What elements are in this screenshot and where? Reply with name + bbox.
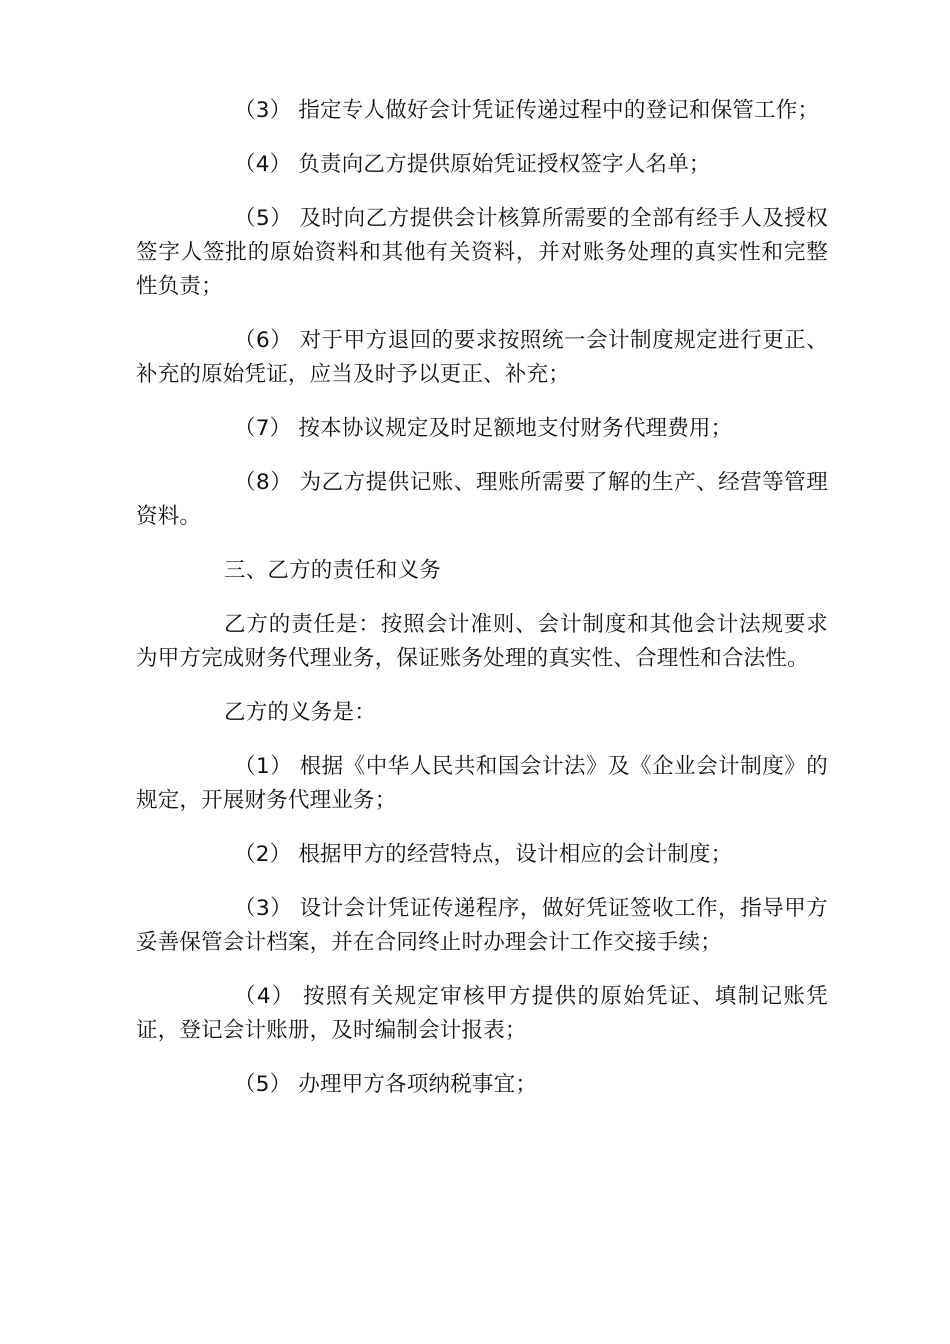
paragraph-item-8-management-info: （8） 为乙方提供记账、理账所需要了解的生产、经营等管理资料。 — [136, 470, 828, 529]
paragraph-obligation-4-review-vouchers: （4） 按照有关规定审核甲方提供的原始凭证、填制记账凭证，登记会计账册，及时编制会计报表； — [136, 984, 828, 1043]
paragraph-obligation-2-design-system: （2） 根据甲方的经营特点，设计相应的会计制度； — [234, 842, 733, 867]
paragraph-item-5-provide-materials: （5） 及时向乙方提供会计核算所需要的全部有经手人及授权签字人签批的原始资料和其他有关资料，并对账务处理的真实性和完整性负责； — [136, 206, 828, 299]
paragraph-obligation-5-tax-matters: （5） 办理甲方各项纳税事宜； — [234, 1072, 538, 1097]
paragraph-party-b-obligations-intro: 乙方的义务是： — [224, 700, 376, 725]
document-body — [136, 94, 828, 1122]
paragraph-item-7-pay-fees: （7） 按本协议规定及时足额地支付财务代理费用； — [234, 416, 733, 441]
paragraph-item-4-signatory-list: （4） 负责向乙方提供原始凭证授权签字人名单； — [234, 152, 711, 177]
paragraph-obligation-3-voucher-flow: （3） 设计会计凭证传递程序，做好凭证签收工作，指导甲方妥善保管会计档案，并在合同终止时办理会计工作交接手续； — [136, 896, 828, 955]
paragraph-obligation-1-accounting-law: （1） 根据《中华人民共和国会计法》及《企业会计制度》的规定，开展财务代理业务； — [136, 754, 828, 813]
section-heading-party-b-duties: 三、乙方的责任和义务 — [224, 558, 442, 583]
paragraph-party-b-responsibility: 乙方的责任是：按照会计准则、会计制度和其他会计法规要求为甲方完成财务代理业务，保证账务处理的真实性、合理性和合法性。 — [136, 612, 828, 671]
paragraph-item-6-corrections: （6） 对于甲方退回的要求按照统一会计制度规定进行更正、补充的原始凭证，应当及时予以更正、补充； — [136, 328, 828, 387]
paragraph-item-3-designate-staff: （3） 指定专人做好会计凭证传递过程中的登记和保管工作； — [234, 98, 820, 123]
